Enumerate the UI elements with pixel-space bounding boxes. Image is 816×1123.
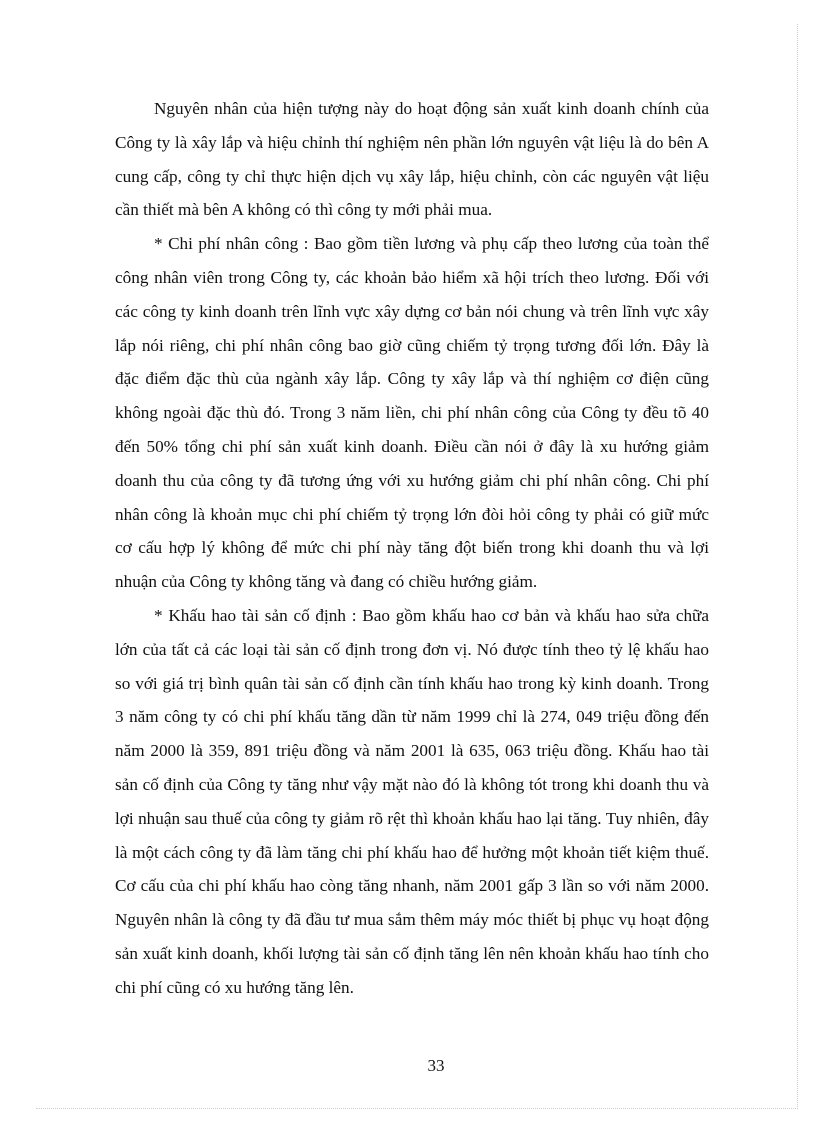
page-number: 33 bbox=[427, 1056, 445, 1075]
paragraph-labor-cost: * Chi phí nhân công : Bao gồm tiền lương và phụ cấp theo lương của toàn thể công nhân viên trong Công ty, các khoản bảo hiểm xã hội trích theo lương. Đối với các công ty kinh doanh trên lĩnh vực xây dựng cơ bản nói chung và trên lĩnh vực xây lắp nói riêng, chi phí nhân công bao giờ cũng chiếm tỷ trọng tương đối lớn. Đây là đặc điểm đặc thù của ngành xây lắp. Công ty xây lắp và thí nghiệm cơ điện cũng không ngoài đặc thù đó. Trong 3 năm liền, chi phí nhân công của Công ty đều tõ 40 đến 50% tổng chi phí sản xuất kinh doanh. Điều cần nói ở đây là xu hướng giảm doanh thu của công ty đã tương ứng với xu hướng giảm chi phí nhân công. Chi phí nhân công là khoản mục chi phí chiếm tỷ trọng lớn đòi hỏi công ty phải có giữ mức cơ cấu hợp lý không để mức chi phí này tăng đột biến trong khi doanh thu và lợi nhuận của Công ty không tăng và đang có chiều hướng giảm. bbox=[115, 234, 709, 592]
paragraph-depreciation: * Khấu hao tài sản cố định : Bao gồm khấu hao cơ bản và khấu hao sửa chữa lớn của tất cả các loại tài sản cố định trong đơn vị. Nó được tính theo tỷ lệ khấu hao so với giá trị bình quân tài sản cố định cần tính khấu hao trong kỳ kinh doanh. Trong 3 năm công ty có chi phí khấu tăng dần từ năm 1999 chỉ là 274, 049 triệu đồng đến năm 2000 là 359, 891 triệu đồng và năm 2001 là 635, 063 triệu đồng. Khấu hao tài sản cố định của Công ty tăng như vậy mặt nào đó là không tót trong khi doanh thu và lợi nhuận sau thuế của công ty giảm rõ rệt thì khoản khấu hao lại tăng. Tuy nhiên, đây là một cách công ty đã làm tăng chi phí khấu hao để hưởng một khoản tiết kiệm thuế. Cơ cấu của chi phí khấu hao còng tăng nhanh, năm 2001 gấp 3 lần so với năm 2000. Nguyên nhân là công ty đã đầu tư mua sắm thêm máy móc thiết bị phục vụ hoạt động sản xuất kinh doanh, khối lượng tài sản cố định tăng lên nên khoản khấu hao tính cho chi phí cũng có xu hướng tăng lên. bbox=[115, 605, 709, 997]
paragraph-material-cost-reason: Nguyên nhân của hiện tượng này do hoạt động sản xuất kinh doanh chính của Công ty là xây lắp và hiệu chỉnh thí nghiệm nên phần lớn nguyên vật liệu là do bên A cung cấp, công ty chỉ thực hiện dịch vụ xây lắp, hiệu chỉnh, còn các nguyên vật liệu cần thiết mà bên A không có thì công ty mới phải mua. bbox=[115, 99, 709, 220]
body-text bbox=[115, 92, 709, 1005]
